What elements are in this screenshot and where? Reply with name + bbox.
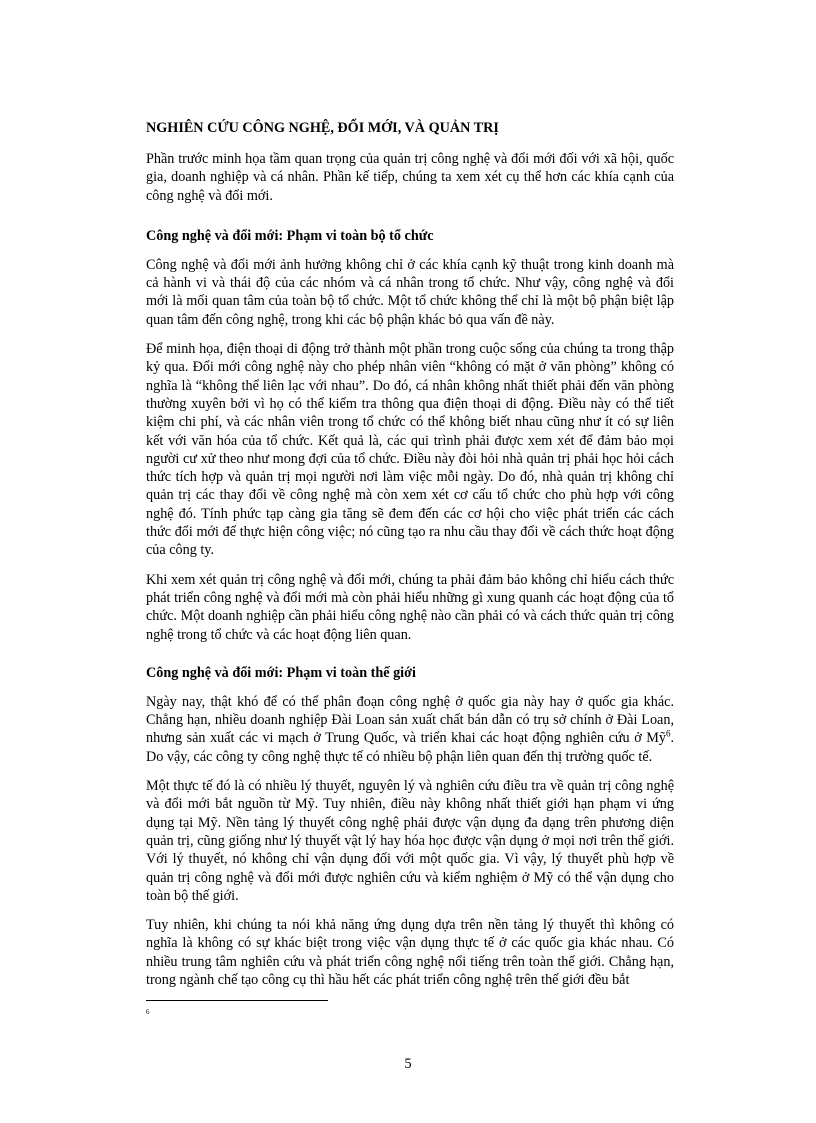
- footnote-reference[interactable]: 6: [665, 728, 671, 739]
- main-content: [146, 118, 674, 1000]
- page-number: 5: [404, 1056, 412, 1072]
- subsection-title-world: Công nghệ và đổi mới: Phạm vi toàn thế giới: [146, 664, 416, 681]
- section-title: NGHIÊN CỨU CÔNG NGHỆ, ĐỔI MỚI, VÀ QUẢN TRỊ: [146, 120, 499, 136]
- paragraph-with-footnote: [146, 693, 674, 766]
- paragraph: Một thực tế đó là có nhiều lý thuyết, nguyên lý và nghiên cứu điều tra về quản trị công nghệ và đổi mới bắt nguồn từ Mỹ. Tuy nhiên, điều này không nhất thiết giới hạn phạm vi ứng dụng tại Mỹ. Nền tảng lý thuyết công nghệ phải được vận dụng đa dạng trên phương diện quản trị, cũng giống như lý thuyết vật lý hay hóa học được vận dụng ở mọi nơi trên thế giới. Với lý thuyết, nó không chỉ vận dụng đối với một quốc gia. Vì vậy, lý thuyết phù hợp về quản trị công nghệ và đổi mới được nghiên cứu và kiểm nghiệm ở Mỹ có thể vận dụng cho toàn bộ thế giới.: [146, 778, 674, 904]
- paragraph: Để minh họa, điện thoại di động trở thành một phần trong cuộc sống của chúng ta trong thập kỷ qua. Đổi mới công nghệ này cho phép nhân viên “không có mặt ở văn phòng” không có nghĩa là “không thể liên lạc với nhau”. Do đó, cá nhân không nhất thiết phải đến văn phòng thường xuyên bởi vì họ có thể kiểm tra thông qua điện thoại di động. Điều này có thể tiết kiệm chi phí, và các nhân viên trong tổ chức có thể không biết nhau cũng như ít có sự liên kết với văn hóa của tổ chức. Kết quả là, các qui trình phải được xem xét để đảm bảo mọi người cư xử theo như mong đợi của tổ chức. Điều này đòi hỏi nhà quản trị phải học hỏi cách thức tích hợp và quản trị mọi người nơi làm việc mỗi ngày. Do đó, nhà quản trị không chỉ quản trị các thay đổi về công nghệ mà còn xem xét cơ cấu tổ chức cho phù hợp với công nghệ đó. Tính phức tạp càng gia tăng sẽ đem đến các cơ hội cho việc phát triển các cách thức đổi mới để thực hiện công việc; nó cũng tạo ra nhu cầu thay đổi về cách thức hoạt động của công ty.: [146, 341, 674, 559]
- paragraph-text: . Do vậy, các công ty công nghệ thực tế có nhiều bộ phận liên quan đến thị trường quốc tế.: [146, 730, 674, 765]
- footnote-divider: [146, 1000, 328, 1001]
- paragraph-text: Ngày nay, thật khó để có thể phân đoạn công nghệ ở quốc gia này hay ở quốc gia khác. Chẳng hạn, nhiều doanh nghiệp Đài Loan sản xuất chất bán dẫn có trụ sở chính ở Đài Loan, nhưng sản xuất các vi mạch ở Trung Quốc, và triển khai các hoạt động nghiên cứu ở Mỹ: [146, 693, 674, 747]
- paragraph: Khi xem xét quản trị công nghệ và đổi mới, chúng ta phải đảm bảo không chỉ hiểu cách thức phát triển công nghệ và đổi mới mà còn phải hiểu những gì xung quanh các hoạt động của tổ chức. Một doanh nghiệp cần phải hiểu công nghệ nào cần phải có và cách thức quản trị công nghệ trong tổ chức và các hoạt động liên quan.: [146, 571, 674, 643]
- paragraph: Công nghệ và đổi mới ảnh hưởng không chỉ ở các khía cạnh kỹ thuật trong kinh doanh mà cả hành vi và thái độ của các nhóm và cá nhân trong tổ chức. Như vậy, công nghệ và đổi mới là mối quan tâm của toàn bộ tổ chức. Một tổ chức không thể chỉ là một bộ phận biệt lập quan tâm đến công nghệ, trong khi các bộ phận khác bỏ qua vấn đề này.: [146, 256, 674, 328]
- subsection-title-organization: Công nghệ và đổi mới: Phạm vi toàn bộ tổ chức: [146, 227, 434, 244]
- footnote-number: 6: [146, 1008, 150, 1016]
- paragraph: Tuy nhiên, khi chúng ta nói khả năng ứng dụng dựa trên nền tảng lý thuyết thì không có nghĩa là không có sự khác biệt trong việc vận dụng thực tế ở các quốc gia khác nhau. Có nhiều trung tâm nghiên cứu và phát triển công nghệ nổi tiếng trên toàn thế giới. Chẳng hạn, trong ngành chế tạo công cụ thì hầu hết các phát triển công nghệ trên thế giới đều bắt: [146, 917, 674, 988]
- intro-paragraph: Phần trước minh họa tầm quan trọng của quản trị công nghệ và đổi mới đối với xã hội, quốc gia, doanh nghiệp và cá nhân. Phần kế tiếp, chúng ta xem xét cụ thể hơn các khía cạnh của công nghệ và đổi mới.: [146, 151, 674, 204]
